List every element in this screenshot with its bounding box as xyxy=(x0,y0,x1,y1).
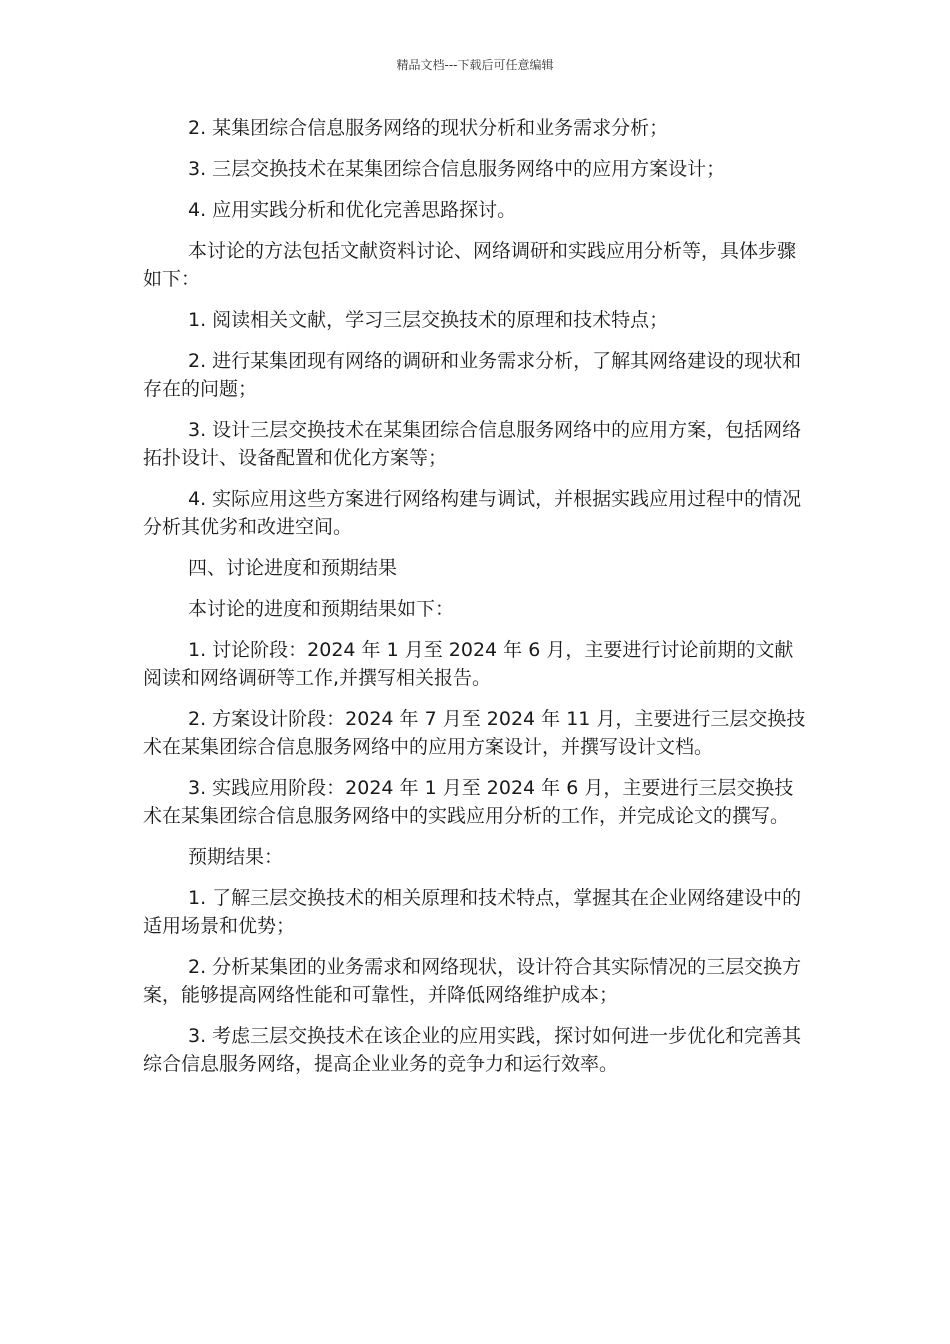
paragraph-goal-4: 4. 应用实践分析和优化完善思路探讨。 xyxy=(188,199,517,221)
paragraph-step-4: 4. 实际应用这些方案进行网络构建与调试，并根据实践应用过程中的情况分析其优劣和改进空间。 xyxy=(143,488,802,538)
paragraph-step-1: 1. 阅读相关文献，学习三层交换技术的原理和技术特点； xyxy=(188,309,669,331)
paragraph-result-2: 2. 分析某集团的业务需求和网络现状，设计符合其实际情况的三层交换方案，能够提高网络性能和可靠性，并降低网络维护成本； xyxy=(143,956,802,1006)
paragraph-schedule-2: 2. 方案设计阶段：2024 年 7 月至 2024 年 11 月，主要进行三层交换技术在某集团综合信息服务网络中的应用方案设计，并撰写设计文档。 xyxy=(143,708,806,758)
page-header: 精品文档---下载后可任意编辑 xyxy=(396,58,554,72)
paragraph-schedule-3: 3. 实践应用阶段：2024 年 1 月至 2024 年 6 月，主要进行三层交换技术在某集团综合信息服务网络中的实践应用分析的工作，并完成论文的撰写。 xyxy=(143,777,794,827)
paragraph-schedule-1: 1. 讨论阶段：2024 年 1 月至 2024 年 6 月，主要进行讨论前期的文献阅读和网络调研等工作,并撰写相关报告。 xyxy=(143,639,794,689)
section-heading: 四、讨论进度和预期结果 xyxy=(188,557,398,579)
document-body xyxy=(143,114,807,1091)
paragraph-goal-2: 2. 某集团综合信息服务网络的现状分析和业务需求分析； xyxy=(188,117,669,139)
paragraph-result-3: 3. 考虑三层交换技术在该企业的应用实践，探讨如何进一步优化和完善其综合信息服务网络，提高企业业务的竞争力和运行效率。 xyxy=(143,1025,802,1075)
paragraph-goal-3: 3. 三层交换技术在某集团综合信息服务网络中的应用方案设计； xyxy=(188,158,726,180)
paragraph-step-3: 3. 设计三层交换技术在某集团综合信息服务网络中的应用方案，包括网络拓扑设计、设备配置和优化方案等； xyxy=(143,419,802,469)
paragraph-schedule-intro: 本讨论的进度和预期结果如下： xyxy=(188,598,455,620)
paragraph-results-heading: 预期结果： xyxy=(188,846,284,868)
paragraph-result-1: 1. 了解三层交换技术的相关原理和技术特点，掌握其在企业网络建设中的适用场景和优势； xyxy=(143,887,802,937)
paragraph-method-intro: 本讨论的方法包括文献资料讨论、网络调研和实践应用分析等，具体步骤如下： xyxy=(143,240,797,290)
paragraph-step-2: 2. 进行某集团现有网络的调研和业务需求分析，了解其网络建设的现状和存在的问题； xyxy=(143,350,802,400)
